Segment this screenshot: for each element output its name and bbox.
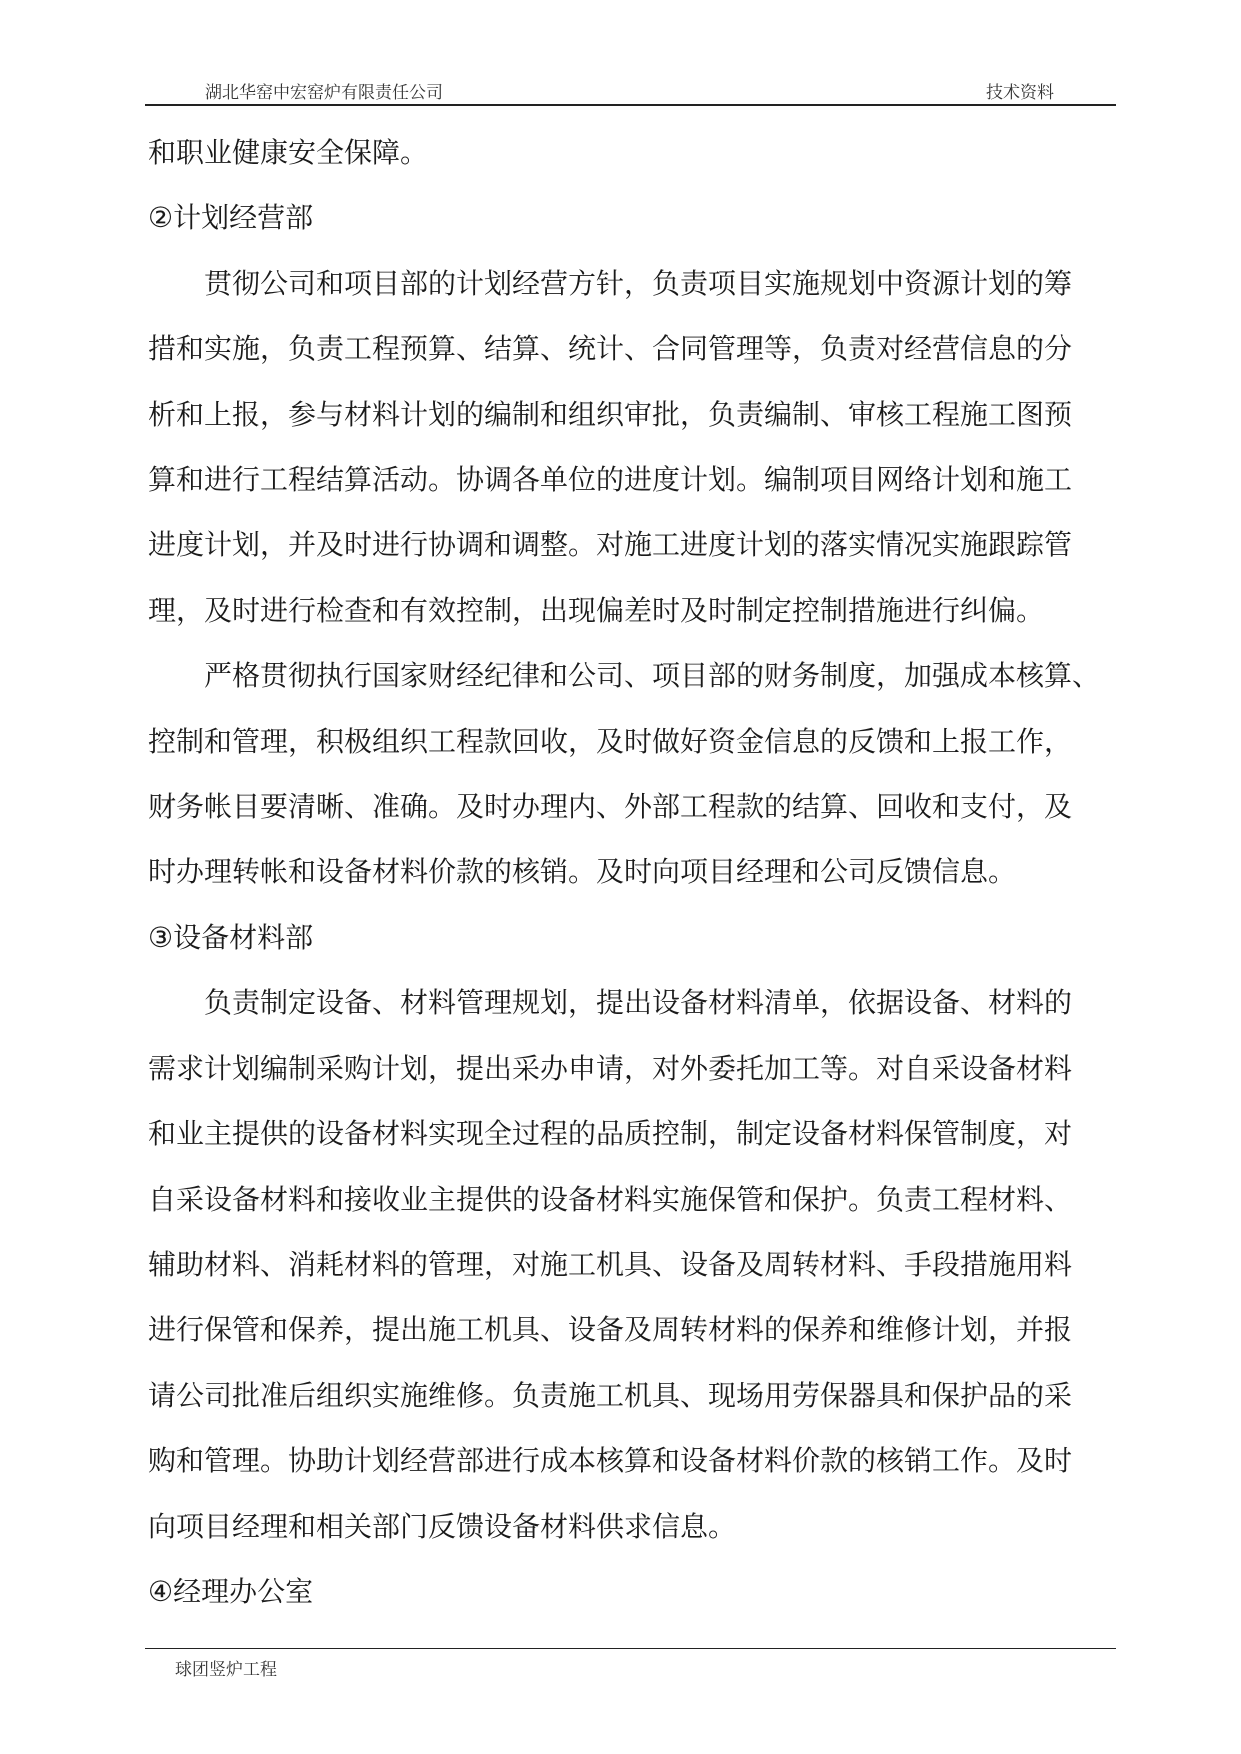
body-line: 严格贯彻执行国家财经纪律和公司、项目部的财务制度，加强成本核算、	[204, 659, 1101, 693]
body-line: 算和进行工程结算活动。协调各单位的进度计划。编制项目网络计划和施工	[148, 463, 1073, 497]
header-doc-type: 技术资料	[986, 83, 1054, 103]
body-line: 控制和管理，积极组织工程款回收，及时做好资金信息的反馈和上报工作，	[148, 724, 1073, 758]
body-line: 理，及时进行检查和有效控制，出现偏差时及时制定控制措施进行纠偏。	[148, 593, 1045, 627]
footer-project-name: 球团竖炉工程	[175, 1660, 277, 1680]
body-line: 进度计划，并及时进行协调和调整。对施工进度计划的落实情况实施跟踪管	[148, 528, 1073, 562]
body-line: 请公司批准后组织实施维修。负责施工机具、现场用劳保器具和保护品的采	[148, 1378, 1073, 1412]
body-line: ④经理办公室	[148, 1574, 314, 1608]
body-line: 和职业健康安全保障。	[148, 136, 429, 169]
body-line: 和业主提供的设备材料实现全过程的品质控制，制定设备材料保管制度，对	[148, 1117, 1073, 1151]
body-line: 时办理转帐和设备材料价款的核销。及时向项目经理和公司反馈信息。	[148, 855, 1017, 889]
body-line: 购和管理。协助计划经营部进行成本核算和设备材料价款的核销工作。及时	[148, 1444, 1073, 1478]
body-line: 自采设备材料和接收业主提供的设备材料实施保管和保护。负责工程材料、	[148, 1182, 1073, 1216]
body-line: 措和实施，负责工程预算、结算、统计、合同管理等，负责对经营信息的分	[148, 332, 1073, 366]
body-line: 析和上报，参与材料计划的编制和组织审批，负责编制、审核工程施工图预	[148, 397, 1073, 431]
body-line: ②计划经营部	[148, 201, 314, 235]
body-line: 进行保管和保养，提出施工机具、设备及周转材料的保养和维修计划，并报	[148, 1313, 1073, 1347]
body-line: 贯彻公司和项目部的计划经营方针，负责项目实施规划中资源计划的筹	[204, 266, 1073, 300]
body-line: ③设备材料部	[148, 920, 314, 954]
body-line: 辅助材料、消耗材料的管理，对施工机具、设备及周转材料、手段措施用料	[148, 1247, 1073, 1281]
body-line: 财务帐目要清晰、准确。及时办理内、外部工程款的结算、回收和支付，及	[148, 790, 1073, 824]
page-header	[145, 74, 1116, 106]
page-footer	[145, 1648, 1116, 1680]
header-company-name: 湖北华窑中宏窑炉有限责任公司	[205, 83, 443, 103]
body-line: 向项目经理和相关部门反馈设备材料供求信息。	[148, 1509, 737, 1543]
body-line: 需求计划编制采购计划，提出采办申请，对外委托加工等。对自采设备材料	[148, 1051, 1073, 1085]
body-line: 负责制定设备、材料管理规划，提出设备材料清单，依据设备、材料的	[204, 986, 1073, 1020]
document-body	[148, 120, 1114, 1624]
